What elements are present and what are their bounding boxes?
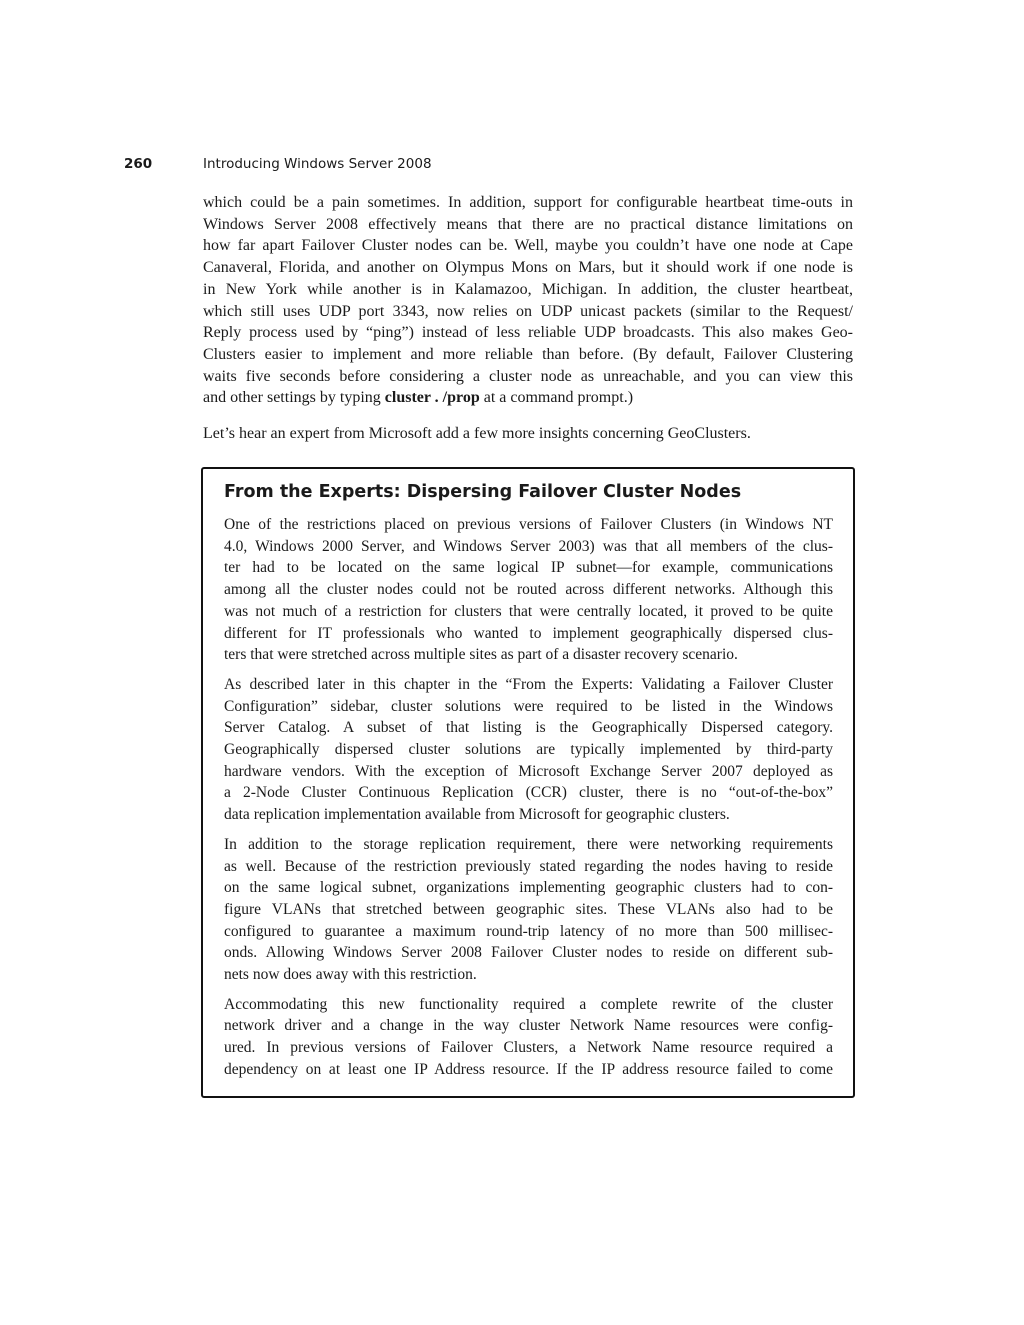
text-line: dependency on at least one IP Address resource. If the IP address resource failed to come: [224, 1060, 833, 1078]
command-text: cluster . /prop: [384, 389, 480, 407]
text-line: As described later in this chapter in the “From the Experts: Validating a Failover Cluster: [224, 675, 833, 693]
text-line: how far apart Failover Cluster nodes can be. Well, maybe you couldn’t have one node at Cape: [203, 237, 853, 255]
sidebar-body: [224, 514, 833, 1089]
text-line: which could be a pain sometimes. In addition, support for configurable heartbeat time-outs in: [203, 194, 853, 211]
text-line: different for IT professionals who wanted to implement geographically dispersed clus-: [224, 624, 833, 642]
text-line: nets now does away with this restriction.: [224, 966, 477, 984]
text-line: configured to guarantee a maximum round-trip latency of no more than 500 millisec-: [224, 922, 833, 940]
text-line: hardware vendors. With the exception of Microsoft Exchange Server 2007 deployed as: [224, 762, 833, 780]
text-line: In addition to the storage replication requirement, there were networking requirements: [224, 835, 833, 853]
sidebar-paragraph: [224, 674, 833, 826]
text-line: Let’s hear an expert from Microsoft add a few more insights concerning GeoClusters.: [203, 425, 751, 443]
text-line: ters that were stretched across multiple sites as part of a disaster recovery scenario.: [224, 646, 738, 664]
sidebar-paragraph: [224, 514, 833, 666]
text-line: on the same logical subnet, organizations implementing geographic clusters had to con-: [224, 879, 833, 897]
text-line: as well. Because of the restriction previously stated regarding the nodes having to reside: [224, 857, 833, 875]
page-number: 260: [124, 156, 153, 172]
text-line: 4.0, Windows 2000 Server, and Windows Server 2003) was that all members of the clus-: [224, 537, 833, 555]
text-line: Clusters easier to implement and more reliable than before. (By default, Failover Clustering: [203, 345, 853, 363]
running-title: Introducing Windows Server 2008: [203, 156, 432, 172]
text-line: among all the cluster nodes could not be routed across different networks. Although this: [224, 581, 833, 599]
text-line: One of the restrictions placed on previous versions of Failover Clusters (in Windows NT: [224, 516, 833, 533]
text-line: [203, 387, 853, 409]
text-line: figure VLANs that stretched between geographic sites. These VLANs also had to be: [224, 900, 833, 918]
text-line: Configuration” sidebar, cluster solutions were required to be listed in the Windows: [224, 697, 833, 715]
experts-sidebar: [201, 467, 855, 1098]
text-line: in New York while another is in Kalamazoo, Michigan. In addition, the cluster heartbeat,: [203, 280, 853, 298]
text-line: which still uses UDP port 3343, now relies on UDP unicast packets (similar to the Request/: [203, 302, 853, 320]
body-text: [203, 192, 853, 459]
text-line: onds. Allowing Windows Server 2008 Failover Cluster nodes to reside on different sub-: [224, 944, 833, 962]
text-line: ured. In previous versions of Failover Clusters, a Network Name resource required a: [224, 1039, 833, 1057]
text-line: Reply process used by “ping”) instead of less reliable UDP broadcasts. This also makes Geo-: [203, 324, 853, 342]
text-line: waits five seconds before considering a cluster node as unreachable, and you can view this: [203, 367, 853, 385]
text-line: ter had to be located on the same logical IP subnet—for example, communications: [224, 559, 833, 577]
text-line: data replication implementation available from Microsoft for geographic clusters.: [224, 806, 730, 824]
text-line: Accommodating this new functionality required a complete rewrite of the cluster: [224, 995, 833, 1013]
text-line: Server Catalog. A subset of that listing is the Geographically Dispersed category.: [224, 719, 833, 737]
text-line: was not much of a restriction for clusters that were centrally located, it proved to be quite: [224, 602, 833, 620]
sidebar-paragraph: [224, 834, 833, 986]
text-line: Geographically dispersed cluster solutions are typically implemented by third-party: [224, 741, 833, 759]
paragraph: [203, 192, 853, 409]
text-line: Windows Server 2008 effectively means that there are no practical distance limitations on: [203, 215, 853, 233]
text-line: Canaveral, Florida, and another on Olympus Mons on Mars, but it should work if one node is: [203, 259, 853, 277]
text-segment: and other settings by typing: [203, 389, 385, 407]
sidebar-title: From the Experts: Dispersing Failover Cluster Nodes: [224, 482, 742, 502]
sidebar-paragraph: [224, 994, 833, 1081]
text-line: network driver and a change in the way cluster Network Name resources were config-: [224, 1017, 833, 1035]
running-header: [124, 156, 432, 172]
paragraph: [203, 423, 853, 445]
text-segment: at a command prompt.): [479, 389, 634, 407]
text-line: a 2-Node Cluster Continuous Replication (CCR) cluster, there is no “out-of-the-box”: [224, 784, 833, 802]
